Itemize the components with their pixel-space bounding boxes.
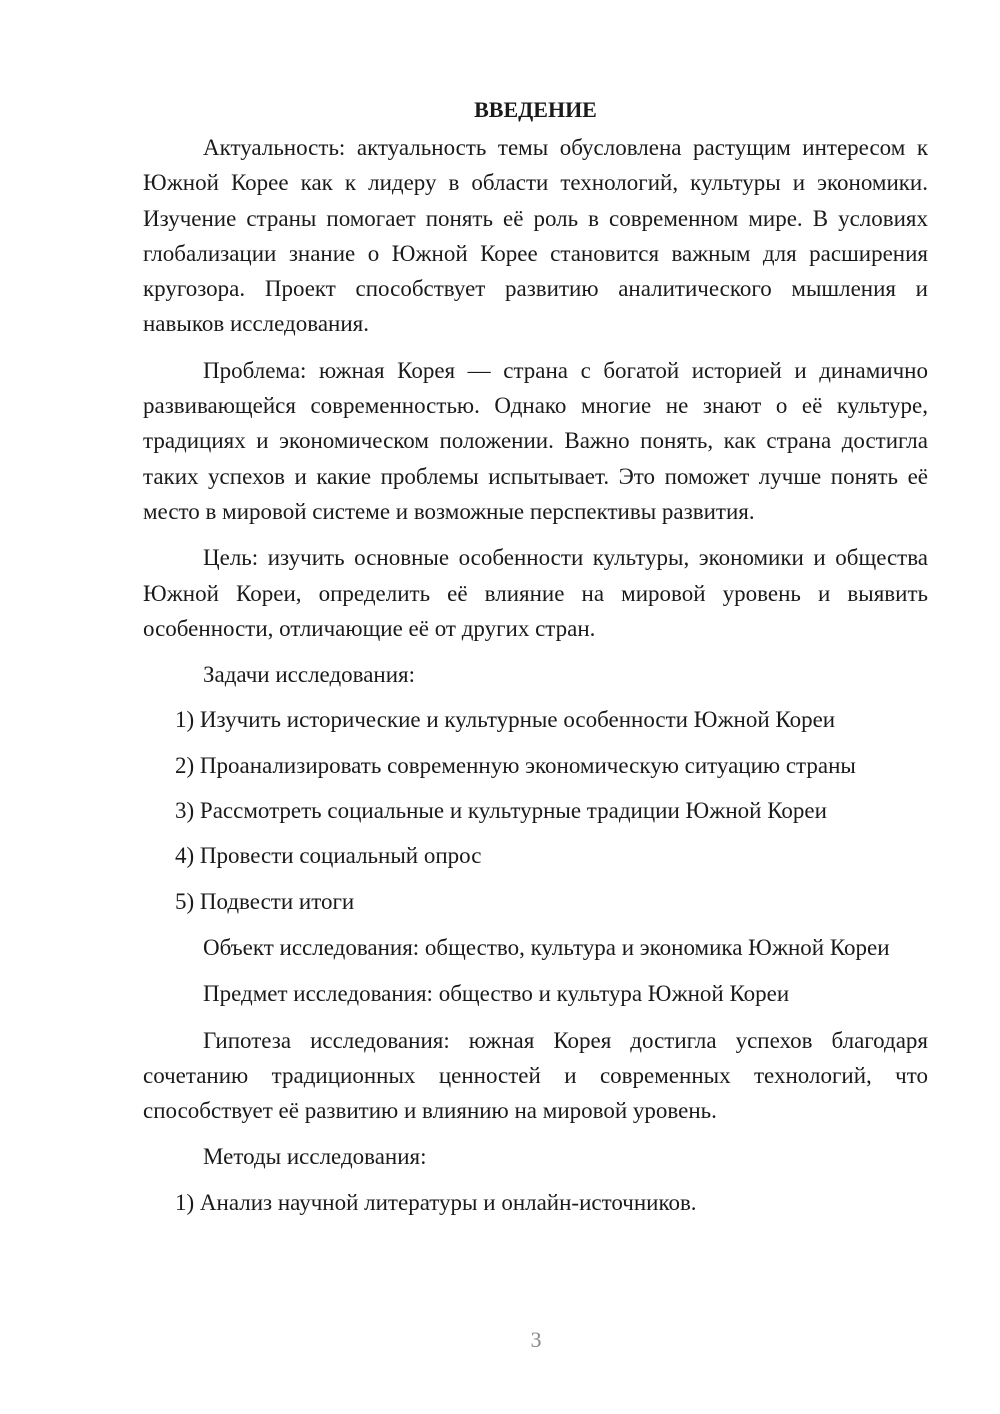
methods-list xyxy=(143,1185,928,1220)
paragraph-subject: Предмет исследования: общество и культура Южной Кореи xyxy=(203,981,790,1007)
methods-heading: Методы исследования: xyxy=(203,1144,427,1170)
list-item: 1) Изучить исторические и культурные особенности Южной Кореи xyxy=(175,707,836,733)
paragraph-relevance: Актуальность: актуальность темы обусловлена растущим интересом к Южной Корее как к лидеру в области технологий, культуры и экономики. Изучение страны помогает понять её роль в современном мире. В условиях глобализации знание о Южной Корее становится важным для расширения кругозора. Проект способствует развитию аналитического мышления и навыков исследования. xyxy=(143,135,928,337)
tasks-list xyxy=(143,702,928,918)
paragraph-object: Объект исследования: общество, культура и экономика Южной Кореи xyxy=(203,934,890,960)
list-item: 1) Анализ научной литературы и онлайн-источников. xyxy=(175,1189,697,1215)
list-item: 2) Проанализировать современную экономическую ситуацию страны xyxy=(175,752,856,778)
list-item: 5) Подвести итоги xyxy=(175,888,355,914)
list-item: 4) Провести социальный опрос xyxy=(175,843,482,869)
list-item: 3) Рассмотреть социальные и культурные традиции Южной Кореи xyxy=(175,798,827,824)
paragraph-goal: Цель: изучить основные особенности культуры, экономики и общества Южной Кореи, определить её влияние на мировой уровень и выявить особенности, отличающие её от других стран. xyxy=(143,545,928,641)
page-number: 3 xyxy=(530,1327,542,1352)
paragraph-problem: Проблема: южная Корея — страна с богатой историей и динамично развивающейся современностью. Однако многие не знают о её культуре, традициях и экономическом положении. Важно понять, как страна достигла таких успехов и какие проблемы испытывает. Это поможет лучше понять её место в мировой системе и возможные перспективы развития. xyxy=(143,357,928,524)
page-title: ВВЕДЕНИЕ xyxy=(474,97,597,122)
document-page xyxy=(143,94,928,1220)
paragraph-hypothesis: Гипотеза исследования: южная Корея достигла успехов благодаря сочетанию традиционных ценностей и современных технологий, что способствует её развитию и влиянию на мировой уровень. xyxy=(143,1027,928,1124)
tasks-heading: Задачи исследования: xyxy=(203,662,416,688)
